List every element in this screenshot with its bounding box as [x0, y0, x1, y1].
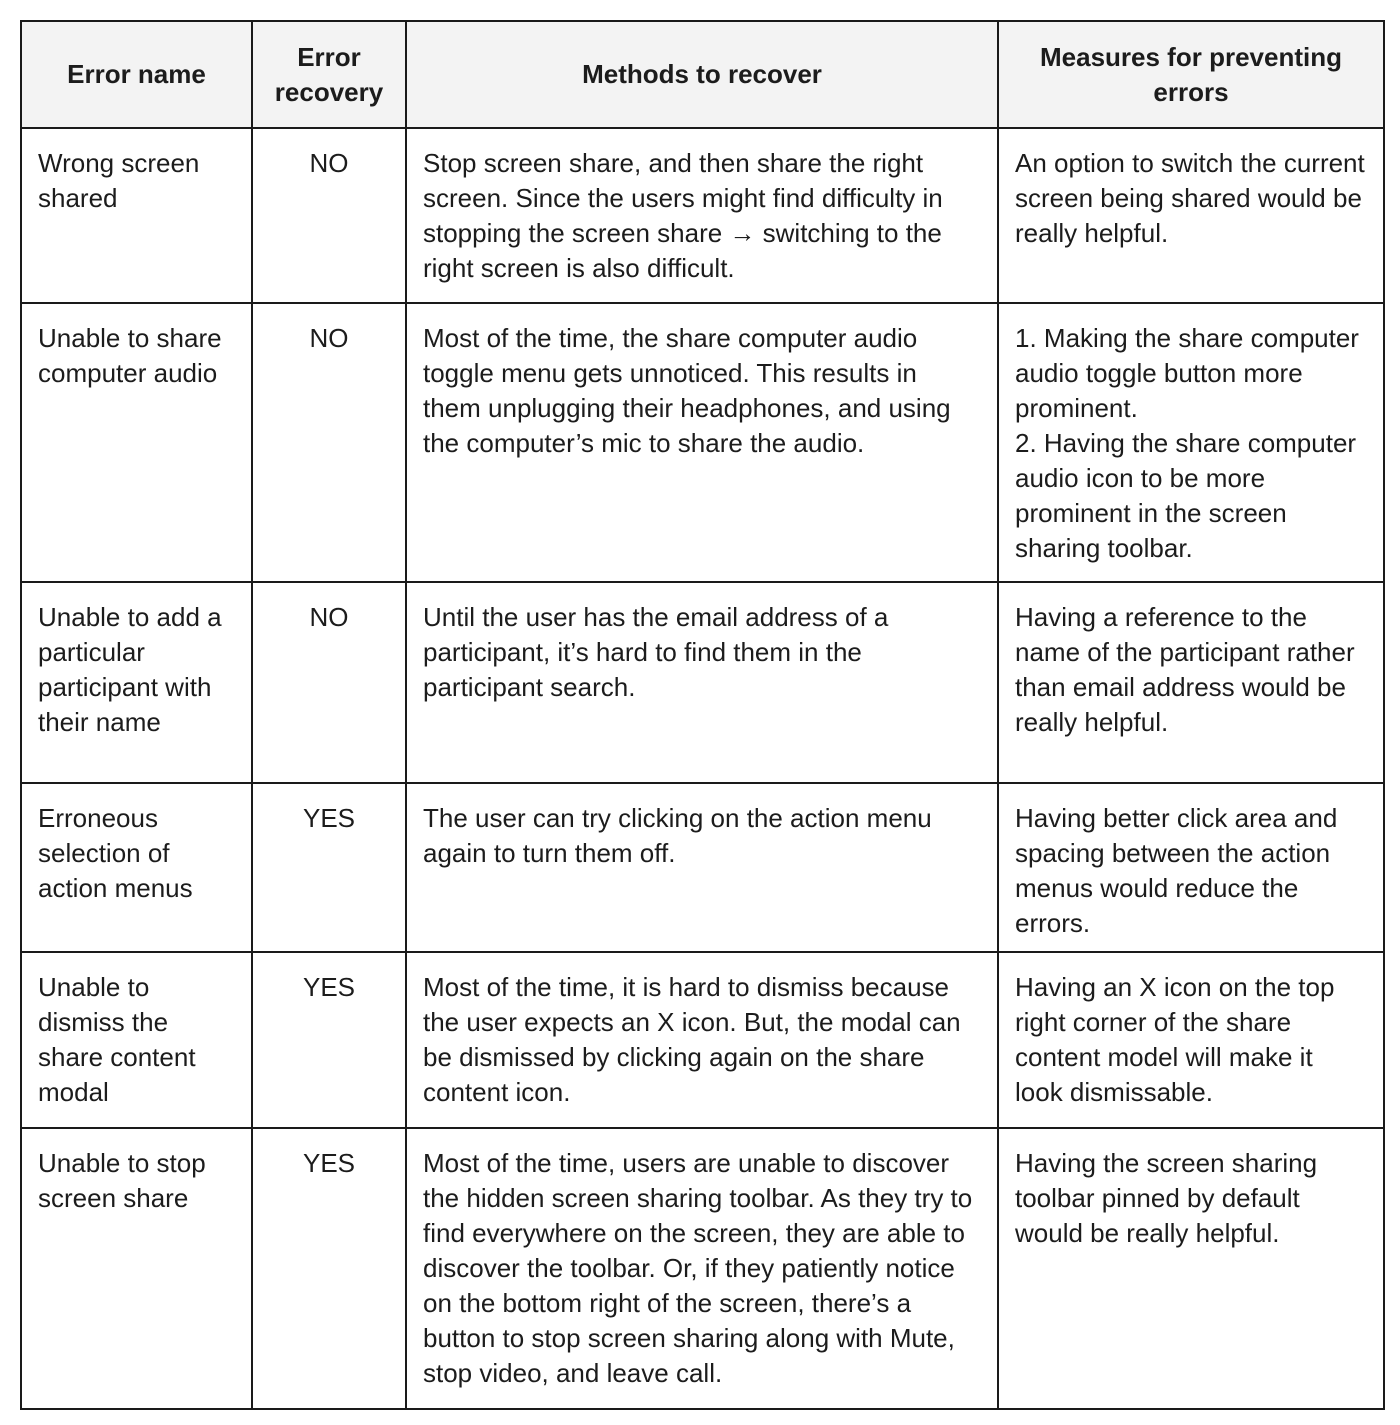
error-name-cell: Unable to dismiss the share content modal	[21, 952, 252, 1128]
error-recovery-cell: YES	[252, 952, 406, 1128]
error-recovery-cell: NO	[252, 128, 406, 303]
table-row	[21, 783, 1384, 952]
header-error-name: Error name	[21, 21, 252, 128]
measures-cell	[998, 582, 1384, 783]
table-row	[21, 303, 1384, 582]
measure-item: Having better click area and spacing between the action menus would reduce the errors.	[1015, 803, 1338, 938]
measures-cell	[998, 783, 1384, 952]
error-name-cell: Unable to share computer audio	[21, 303, 252, 582]
table-row	[21, 128, 1384, 303]
measure-item: 2. Having the share computer audio icon to be more prominent in the screen sharing toolbar.	[1015, 428, 1357, 563]
error-name-cell: Unable to stop screen share	[21, 1128, 252, 1409]
table-row	[21, 582, 1384, 783]
error-recovery-cell: YES	[252, 1128, 406, 1409]
error-recovery-table	[20, 20, 1385, 1410]
measure-item: Having a reference to the name of the participant rather than email address would be really helpful.	[1015, 602, 1355, 737]
error-recovery-cell: YES	[252, 783, 406, 952]
error-name-cell: Wrong screen shared	[21, 128, 252, 303]
methods-cell: Until the user has the email address of a participant, it’s hard to find them in the participant search.	[406, 582, 998, 783]
table-header-row	[21, 21, 1384, 128]
header-measures-preventing-errors: Measures for preventing errors	[998, 21, 1384, 128]
measures-cell	[998, 128, 1384, 303]
measures-cell	[998, 303, 1384, 582]
measure-item: 1. Making the share computer audio toggle button more prominent.	[1015, 323, 1359, 423]
measures-cell	[998, 952, 1384, 1128]
error-recovery-cell: NO	[252, 303, 406, 582]
error-recovery-cell: NO	[252, 582, 406, 783]
header-methods-to-recover: Methods to recover	[406, 21, 998, 128]
methods-cell: Most of the time, the share computer audio toggle menu gets unnoticed. This results in them unplugging their headphones, and using the computer’s mic to share the audio.	[406, 303, 998, 582]
measures-cell	[998, 1128, 1384, 1409]
methods-cell: Most of the time, it is hard to dismiss because the user expects an X icon. But, the modal can be dismissed by clicking again on the share content icon.	[406, 952, 998, 1128]
methods-cell: Most of the time, users are unable to discover the hidden screen sharing toolbar. As they try to find everywhere on the screen, they are able to discover the toolbar. Or, if they patiently notice on the bottom right of the screen, there’s a button to stop screen sharing along with Mute, stop video, and leave call.	[406, 1128, 998, 1409]
methods-cell: The user can try clicking on the action menu again to turn them off.	[406, 783, 998, 952]
table-row	[21, 1128, 1384, 1409]
measure-item: An option to switch the current screen being shared would be really helpful.	[1015, 148, 1365, 248]
table-row	[21, 952, 1384, 1128]
error-name-cell: Erroneous selection of action menus	[21, 783, 252, 952]
measure-item: Having the screen sharing toolbar pinned by default would be really helpful.	[1015, 1148, 1318, 1248]
header-error-recovery: Error recovery	[252, 21, 406, 128]
error-name-cell: Unable to add a particular participant with their name	[21, 582, 252, 783]
measure-item: Having an X icon on the top right corner of the share content model will make it look dismissable.	[1015, 972, 1335, 1107]
methods-cell: Stop screen share, and then share the right screen. Since the users might find difficulty in stopping the screen share → switching to the right screen is also difficult.	[406, 128, 998, 303]
